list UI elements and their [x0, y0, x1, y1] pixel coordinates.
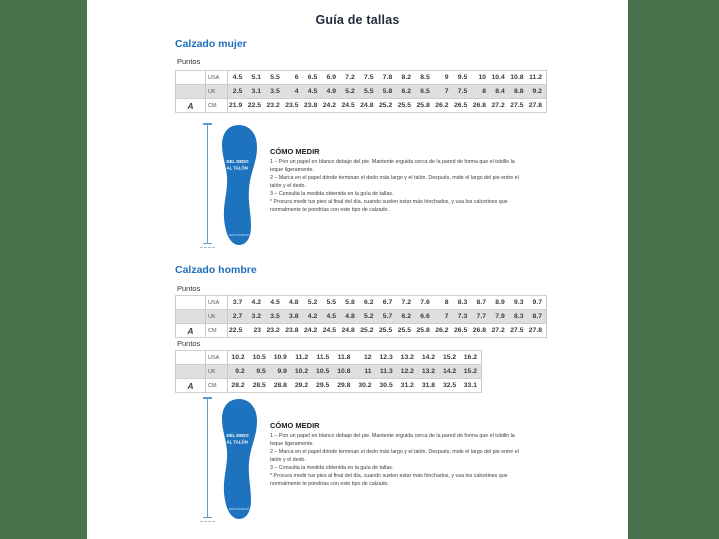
size-value: 11.2 [291, 351, 312, 365]
puntos-label-hombre-2: Puntos [177, 339, 201, 348]
table-row-uk [176, 85, 547, 99]
size-value: 11.8 [333, 351, 354, 365]
size-value: 8.5 [415, 71, 434, 85]
foot-label-line1: DEL DEDO [226, 433, 249, 438]
size-value: 23.2 [265, 99, 284, 113]
size-value: 8.2 [396, 71, 415, 85]
footprint-shape [222, 125, 257, 245]
size-value: 27.2 [490, 99, 509, 113]
size-value: 26.5 [453, 99, 472, 113]
size-value: 28.5 [249, 379, 270, 393]
how-to-step: * Procura medir tus pies al final del día, cuando suelen estar más hinchados, y usa los calcetines que normalmente te pondrías con este tipo de calzado. [270, 199, 508, 213]
size-value: 27.2 [490, 324, 509, 338]
size-value: 24.8 [359, 99, 378, 113]
size-value: 8.7 [471, 296, 490, 310]
footprint-shape [222, 399, 257, 519]
unit-label: USA [206, 351, 228, 365]
size-value: 26.8 [471, 324, 490, 338]
size-value: 25.5 [396, 324, 415, 338]
size-value: 12 [354, 351, 375, 365]
measure-diagram-hombre [203, 397, 533, 529]
size-value: 23 [246, 324, 265, 338]
table-row-uk [176, 365, 482, 379]
size-value: 7 [434, 85, 453, 99]
size-value: 11 [354, 365, 375, 379]
size-value: 4.5 [303, 85, 322, 99]
how-to-step: 1 – Pon un papel en blanco debajo del pie. Mantente erguida cerca de la pared de forma que el tobillo la toque ligeramente. [270, 433, 515, 447]
size-value: 24.8 [340, 324, 359, 338]
size-value: 10.2 [228, 351, 249, 365]
size-value: 4.2 [303, 310, 322, 324]
table-row-uk [176, 310, 547, 324]
puntos-label-mujer: Puntos [177, 57, 201, 66]
size-value: 6.2 [396, 85, 415, 99]
page-title: Guía de tallas [315, 13, 400, 27]
size-value: 6.6 [415, 310, 434, 324]
size-value: 27.8 [528, 99, 547, 113]
size-value: 16.2 [460, 351, 481, 365]
size-value: 23.8 [303, 99, 322, 113]
size-value: 7.2 [396, 296, 415, 310]
size-value: 33.1 [460, 379, 481, 393]
how-to-step: * Procura medir tus pies al final del día, cuando suelen estar más hinchados, y usa los calcetines que normalmente te pondrías con este tipo de calzado. [270, 473, 508, 487]
size-value: 9 [434, 71, 453, 85]
size-value: 5.7 [378, 310, 397, 324]
section-heading-hombre: Calzado hombre [175, 264, 257, 276]
table-row-usa [176, 296, 547, 310]
foot-length-icon: A [176, 324, 206, 338]
size-value: 28.2 [228, 379, 249, 393]
size-value: 4.8 [340, 310, 359, 324]
size-value: 3.2 [246, 310, 265, 324]
size-value: 27.8 [528, 324, 547, 338]
how-to-step: 2 – Marca en el papel dónde terminan el dedo más largo y el talón. Después, mide el largo del pie entre el talón y el dedo. [270, 449, 519, 463]
length-ruler [203, 397, 212, 518]
unit-label: CM [206, 99, 228, 113]
size-value: 21.9 [228, 99, 247, 113]
size-value: 31.8 [418, 379, 439, 393]
how-to-step: 1 – Pon un papel en blanco debajo del pie. Mantente erguida cerca de la pared de forma que el tobillo la toque ligeramente. [270, 159, 515, 173]
table-row-cm [176, 324, 547, 338]
size-value: 3.1 [246, 85, 265, 99]
size-value: 24.2 [321, 99, 340, 113]
size-value: 8 [434, 296, 453, 310]
ruler-end-dashes [200, 247, 215, 248]
size-value: 24.2 [303, 324, 322, 338]
size-value: 7.2 [340, 71, 359, 85]
ruler-line [207, 397, 208, 518]
size-value: 4.2 [246, 296, 265, 310]
size-value: 25.8 [415, 99, 434, 113]
unit-label: UK [206, 85, 228, 99]
empty-cell [176, 296, 206, 310]
size-value: 2.7 [228, 310, 247, 324]
size-value: 24.5 [321, 324, 340, 338]
size-value: 7 [434, 310, 453, 324]
size-value: 9.5 [249, 365, 270, 379]
size-value: 7.9 [490, 310, 509, 324]
size-value: 6.5 [303, 71, 322, 85]
how-to-step: 2 – Marca en el papel dónde terminan el dedo más largo y el talón. Después, mide el largo del pie entre el talón y el dedo. [270, 175, 519, 189]
how-to-measure-mujer [270, 147, 524, 214]
table-row-usa [176, 351, 482, 365]
size-value: 9.5 [453, 71, 472, 85]
size-value: 14.2 [418, 351, 439, 365]
table-row-usa [176, 71, 547, 85]
size-value: 9.9 [270, 365, 291, 379]
size-value: 25.8 [415, 324, 434, 338]
foot-length-icon: A [176, 99, 206, 113]
ruler-end-dashes [200, 521, 215, 522]
size-value: 12.3 [376, 351, 397, 365]
size-table-hombre-1 [175, 295, 547, 338]
size-value: 25.5 [396, 99, 415, 113]
size-value: 25.5 [378, 324, 397, 338]
size-value: 15.2 [439, 351, 460, 365]
size-value: 26.2 [434, 99, 453, 113]
size-value: 29.5 [312, 379, 333, 393]
unit-label: CM [206, 379, 228, 393]
size-value: 22.5 [246, 99, 265, 113]
size-value: 10.8 [333, 365, 354, 379]
empty-cell [176, 310, 206, 324]
size-value: 27.5 [509, 99, 528, 113]
size-value: 9.2 [528, 85, 547, 99]
size-value: 9.7 [528, 296, 547, 310]
size-value: 10.4 [490, 71, 509, 85]
size-value: 29.8 [333, 379, 354, 393]
size-table-mujer [175, 70, 547, 113]
ruler-bottom-cap [203, 517, 212, 519]
size-value: 3.8 [284, 310, 303, 324]
size-value: 5.2 [359, 310, 378, 324]
how-to-title: CÓMO MEDIR [270, 421, 320, 430]
size-table-hombre-2 [175, 350, 482, 393]
size-value: 5.5 [359, 85, 378, 99]
size-value: 12.2 [397, 365, 418, 379]
size-value: 9.3 [509, 296, 528, 310]
size-value: 7.7 [471, 310, 490, 324]
size-value: 5.5 [265, 71, 284, 85]
size-value: 23.2 [265, 324, 284, 338]
size-value: 8.9 [490, 296, 509, 310]
size-value: 4.8 [284, 296, 303, 310]
brand-logo-text: DEPORPRIVÉ [228, 233, 250, 237]
size-value: 23.5 [284, 99, 303, 113]
size-value: 10.5 [312, 365, 333, 379]
size-value: 7.6 [415, 296, 434, 310]
size-value: 5.8 [340, 296, 359, 310]
size-value: 8.3 [509, 310, 528, 324]
unit-label: UK [206, 310, 228, 324]
size-value: 8 [471, 85, 490, 99]
foot-label-line2: AL TALÓN [226, 439, 248, 445]
size-value: 3.7 [228, 296, 247, 310]
size-value: 11.3 [376, 365, 397, 379]
size-value: 6.2 [396, 310, 415, 324]
size-value: 7.5 [359, 71, 378, 85]
empty-cell [176, 71, 206, 85]
size-value: 4.5 [265, 296, 284, 310]
size-value: 11.5 [312, 351, 333, 365]
foot-illustration [218, 123, 260, 247]
unit-label: USA [206, 71, 228, 85]
size-value: 8.3 [453, 296, 472, 310]
size-value: 4 [284, 85, 303, 99]
size-value: 6.9 [321, 71, 340, 85]
foot-label-line2: AL TALÓN [226, 165, 248, 171]
size-value: 6.5 [415, 85, 434, 99]
size-value: 10.5 [249, 351, 270, 365]
size-value: 7.3 [453, 310, 472, 324]
size-value: 6.7 [378, 296, 397, 310]
ruler-line [207, 123, 208, 244]
size-value: 4.9 [321, 85, 340, 99]
size-value: 25.2 [378, 99, 397, 113]
size-value: 6.2 [359, 296, 378, 310]
size-value: 7.5 [453, 85, 472, 99]
size-value: 3.5 [265, 310, 284, 324]
empty-cell [176, 85, 206, 99]
size-guide-sheet [87, 0, 628, 539]
brand-logo-text: DEPORPRIVÉ [228, 507, 250, 511]
size-value: 30.2 [354, 379, 375, 393]
size-value: 26.5 [453, 324, 472, 338]
ruler-bottom-cap [203, 243, 212, 245]
size-value: 13.2 [397, 351, 418, 365]
how-to-title: CÓMO MEDIR [270, 147, 320, 156]
size-value: 26.2 [434, 324, 453, 338]
unit-label: CM [206, 324, 228, 338]
size-value: 31.2 [397, 379, 418, 393]
size-value: 7.8 [378, 71, 397, 85]
size-value: 14.2 [439, 365, 460, 379]
size-value: 9.2 [228, 365, 249, 379]
how-to-step: 3 – Consulta la medida obtenida en la guía de tallas. [270, 191, 394, 197]
size-value: 28.8 [270, 379, 291, 393]
table-row-cm [176, 99, 547, 113]
size-value: 5.5 [321, 296, 340, 310]
size-value: 29.2 [291, 379, 312, 393]
size-value: 6 [284, 71, 303, 85]
size-value: 4.5 [321, 310, 340, 324]
unit-label: UK [206, 365, 228, 379]
how-to-measure-hombre [270, 421, 524, 488]
how-to-step: 3 – Consulta la medida obtenida en la guía de tallas. [270, 465, 394, 471]
size-value: 10 [471, 71, 490, 85]
puntos-label-hombre-1: Puntos [177, 284, 201, 293]
size-value: 30.5 [376, 379, 397, 393]
size-value: 27.5 [509, 324, 528, 338]
size-value: 3.5 [265, 85, 284, 99]
size-value: 23.8 [284, 324, 303, 338]
size-value: 32.5 [439, 379, 460, 393]
measure-diagram-mujer [203, 123, 533, 255]
size-value: 4.5 [228, 71, 247, 85]
foot-label-line1: DEL DEDO [226, 159, 249, 164]
length-ruler [203, 123, 212, 244]
size-value: 10.9 [270, 351, 291, 365]
size-value: 8.7 [528, 310, 547, 324]
size-value: 8.4 [490, 85, 509, 99]
size-value: 22.5 [228, 324, 247, 338]
unit-label: USA [206, 296, 228, 310]
size-value: 26.8 [471, 99, 490, 113]
size-value: 10.2 [291, 365, 312, 379]
foot-length-icon: A [176, 379, 206, 393]
size-value: 10.8 [509, 71, 528, 85]
size-value: 15.2 [460, 365, 481, 379]
section-heading-mujer: Calzado mujer [175, 38, 247, 50]
size-value: 25.2 [359, 324, 378, 338]
size-value: 5.8 [378, 85, 397, 99]
empty-cell [176, 365, 206, 379]
size-value: 2.5 [228, 85, 247, 99]
foot-illustration [218, 397, 260, 521]
size-value: 13.2 [418, 365, 439, 379]
size-value: 11.2 [528, 71, 547, 85]
size-value: 5.2 [340, 85, 359, 99]
size-value: 5.1 [246, 71, 265, 85]
table-row-cm [176, 379, 482, 393]
empty-cell [176, 351, 206, 365]
size-value: 24.5 [340, 99, 359, 113]
size-value: 5.2 [303, 296, 322, 310]
size-value: 8.8 [509, 85, 528, 99]
